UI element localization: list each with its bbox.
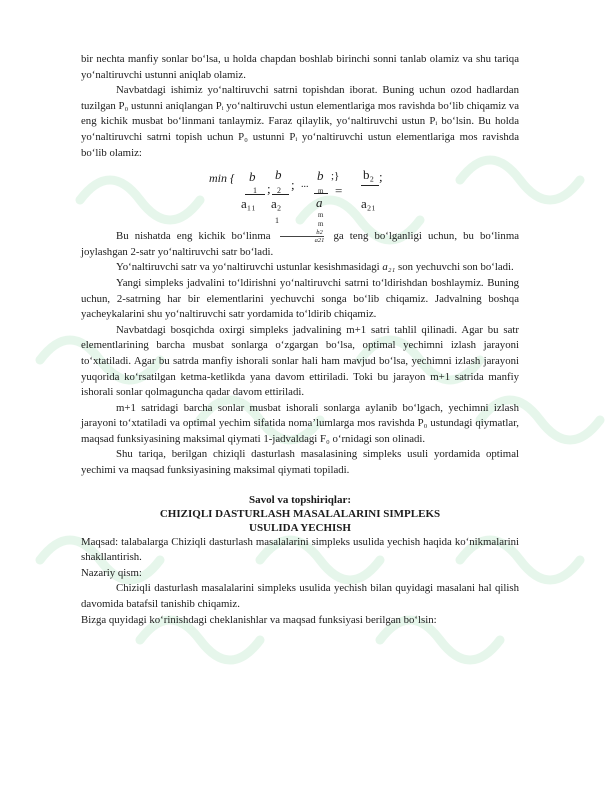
formula-b1-sub: 1 (253, 186, 257, 196)
section-title-line-1: CHIZIQLI DASTURLASH MASALALARINI SIMPLEKS (159, 507, 441, 520)
section-title-line-2: USULIDA YECHISH (249, 521, 351, 534)
paragraph-4 (81, 260, 519, 276)
fraction-numerator: b2 (280, 229, 325, 237)
formula-b2-sub: 2 (277, 186, 281, 196)
fraction-denominator: a21 (314, 237, 325, 245)
maqsad-text: Maqsad: talabalarga Chiziqli dasturlash masalalarini simpleks usulida yechish haqida ko‘nikmalarini shakllantirish. (81, 535, 519, 564)
nazariy-paragraph-2: Bizga quyidagi ko‘rinishdagi cheklanishlar va maqsad funksiyasi berilgan bo‘lsin: (81, 613, 437, 626)
paragraph-7: m+1 satridagi barcha sonlar musbat ishorali sonlarga aylanib bo‘lgach, yechimni izlash jarayoni to‘xtatiladi va optimal yechim sifatida noma’lumlarga mos ravishda P₀ ustundagi qiymatlar, maqsad funksiyasining maksimal qiymati 1-jadvaldagi F₀ o‘rnidagi son olinadi. (81, 401, 519, 445)
nazariy-label: Nazariy qism: (81, 566, 142, 579)
formula-line-4 (361, 185, 379, 186)
formula-sep-2: ; (291, 177, 295, 193)
formula-semicolon: ; (379, 169, 383, 185)
paragraph-6: Navbatdagi bosqichda oxirgi simpleks jadvalining m+1 satri tahlil qilinadi. Agar bu satr elementlarining barcha musbat sonlarga o‘zgargan bo‘lsa, optimal yechimni izlash jarayoni to‘xtatiladi. Agar bu satrda manfiy ishorali sonlar hali ham mavjud bo‘lsa, yechimni izlash jarayoni yuqorida ko‘rsatilgan ketma-ketlikda yana davom ettiriladi. Toki bu jarayon m+1 satrida manfiy ishorali sonlar qolmaguncha qadar davom ettiriladi. (81, 323, 519, 399)
formula-bm-sub: m (318, 187, 324, 196)
formula-b1: b (249, 169, 256, 185)
paragraph-3-start: Bu nishatda eng kichik bo‘linma (116, 230, 271, 243)
formula-am-sub2: m (318, 220, 324, 229)
paragraph-2: Navbatdagi ishimiz yo‘naltiruvchi satrni topishdan iborat. Buning uchun ozod hadlardan tuzilgan P₀ ustunni aniqlangan Pᵢ yo‘naltiruvchi ustun elementlariga mos ravishda bo‘lib chiqamiz va eng kichik musbat bo‘linmani tanlaymiz. Faraz qilaylik, yo‘naltiruvchi ustun Pᵢ bo‘lsin. Bu holda yo‘naltiruvchi satrni topish uchun P₀ ustunni Pᵢ yo‘naltiruvchi ustun elementlariga mos ravishda bo‘lib olamiz: (81, 84, 519, 159)
formula-rhs-b2: b₂ (363, 167, 375, 183)
formula-sep-1: ; (267, 181, 271, 197)
formula-line-1 (245, 194, 265, 195)
formula-a11: a₁₁ (241, 196, 256, 212)
paragraph-3-end: ga teng bo‘lganligi uchun, bu bo‘linma joylashgan 2-satr yo‘naltiruvchi satr bo‘ladi. (81, 230, 520, 258)
formula-bm: b (317, 168, 324, 184)
document-page (81, 52, 519, 628)
resolving-element: a₂₁ (382, 261, 396, 274)
formula-equals: = (335, 183, 343, 199)
paragraph-1: bir nechta manfiy sonlar bo‘lsa, u holda chapdan boshlab birinchi sonni tanlab olamiz va shu tariqa yo‘naltiruvchi ustunni aniqlab olamiz. (81, 53, 519, 81)
formula-a2-sub: 1 (275, 216, 279, 226)
paragraph-5: Yangi simpleks jadvalini to‘ldirishni yo‘naltiruvchi satrni to‘ldirishdan boshlaymiz. Buning uchun, 2-satrning har bir elementlarini yechuvchi songa bo‘lib chiqamiz. Jadvalning boshqa yacheykalarini shu yo‘naltiruvchi satr yordamida to‘ldirib chiqamiz. (81, 276, 519, 321)
paragraph-8: Shu tariqa, berilgan chiziqli dasturlash masalasining simpleks usuli yordamida optimal yechimi va maqsad funksiyasining maksimal qiymati topiladi. (81, 448, 519, 477)
formula-line-2 (272, 194, 289, 195)
formula-line-3 (314, 193, 328, 194)
formula-rhs-a21: a₂₁ (361, 196, 376, 212)
formula-b2: b (275, 167, 282, 183)
formula-min: min { (209, 171, 235, 186)
formula-a2: a₂ (271, 196, 282, 212)
formula-am-sub: m (318, 211, 324, 220)
formula-close: ;} (331, 170, 340, 183)
section-heading: Savol va topshiriqlar: (248, 493, 352, 506)
paragraph-3 (81, 229, 519, 260)
nazariy-paragraph-1: Chiziqli dasturlash masalalarini simpleks usulida yechish bilan quyidagi masalani hal qilish davomida batafsil tanishib chiqamiz. (81, 582, 519, 611)
formula-am: a (316, 195, 323, 211)
paragraph-4-end: son yechuvchi son bo‘ladi. (398, 261, 514, 274)
formula-dots: ... (301, 179, 309, 191)
min-ratio-formula (81, 163, 519, 229)
paragraph-4-start: Yo‘naltiruvchi satr va yo‘naltiruvchi ustunlar kesishmasidagi (116, 261, 380, 274)
